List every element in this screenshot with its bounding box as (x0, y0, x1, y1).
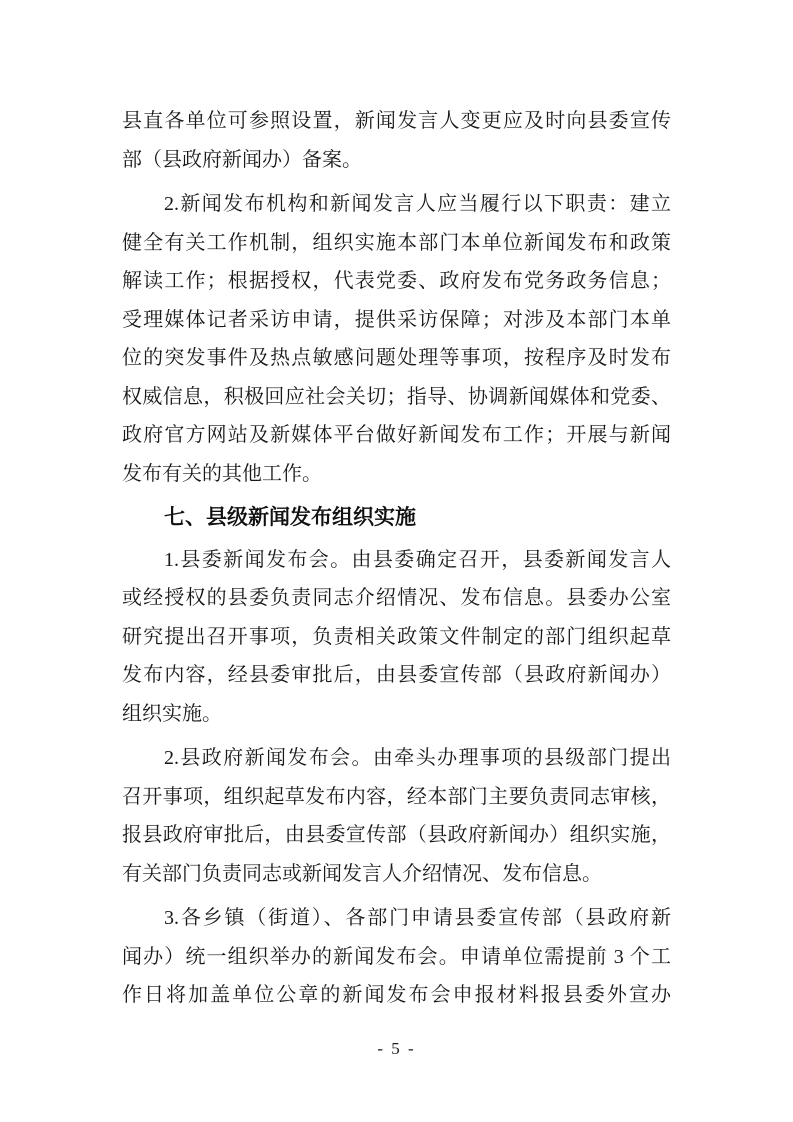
text-line: 1.县委新闻发布会。由县委确定召开，县委新闻发言人 (164, 548, 671, 571)
text-line: 有关部门负责同志或新闻发言人介绍情况、发布信息。 (122, 862, 602, 885)
text-line: 报县政府审批后，由县委宣传部（县政府新闻办）组织实施， (122, 824, 671, 846)
text-line: 受理媒体记者采访申请，提供采访保障；对涉及本部门本单 (122, 308, 671, 331)
text-line: 作日将加盖单位公章的新闻发布会申报材料报县委外宣办 (122, 984, 671, 1006)
text-line: 2.县政府新闻发布会。由牵头办理事项的县级部门提出 (164, 747, 671, 769)
text-line: 2.新闻发布机构和新闻发言人应当履行以下职责：建立 (164, 193, 671, 215)
text-line: 解读工作；根据授权，代表党委、政府发布党务政务信息； (122, 270, 671, 292)
paragraph-county-government-briefing (122, 739, 671, 893)
text-line: 政府官方网站及新媒体平台做好新闻发布工作；开展与新闻 (122, 424, 671, 446)
section-7-heading: 七、县级新闻发布组织实施 (164, 506, 416, 529)
text-line: 县直各单位可参照设置，新闻发言人变更应及时向县委宣传 (122, 110, 671, 132)
paragraph-continuation (122, 102, 671, 179)
text-line: 研究提出召开事项，负责相关政策文件制定的部门组织起草 (122, 625, 671, 648)
text-line: 权威信息，积极回应社会关切；指导、协调新闻媒体和党委、 (122, 385, 671, 408)
text-line: 或经授权的县委负责同志介绍情况、发布信息。县委办公室 (122, 587, 671, 609)
text-line: 部（县政府新闻办）备案。 (122, 148, 362, 171)
paragraph-spokesperson-duties (122, 185, 671, 493)
text-line: 健全有关工作机制，组织实施本部门本单位新闻发布和政策 (122, 231, 671, 254)
text-line: 召开事项，组织起草发布内容，经本部门主要负责同志审核， (122, 785, 671, 808)
paragraph-township-application (122, 899, 671, 1015)
text-line: 组织实施。 (122, 702, 222, 725)
text-line: 3.各乡镇（街道）、各部门申请县委宣传部（县政府新 (164, 907, 671, 929)
text-line: 发布内容，经县委审批后，由县委宣传部（县政府新闻办） (122, 664, 671, 686)
paragraph-county-committee-briefing (122, 541, 671, 734)
page-number: - 5 - (377, 1039, 416, 1058)
text-line: 闻办）统一组织举办的新闻发布会。申请单位需提前 3 个工 (122, 945, 671, 968)
document-body (122, 102, 671, 1021)
text-line: 发布有关的其他工作。 (122, 462, 322, 485)
text-line: 位的突发事件及热点敏感问题处理等事项，按程序及时发布 (122, 347, 671, 369)
